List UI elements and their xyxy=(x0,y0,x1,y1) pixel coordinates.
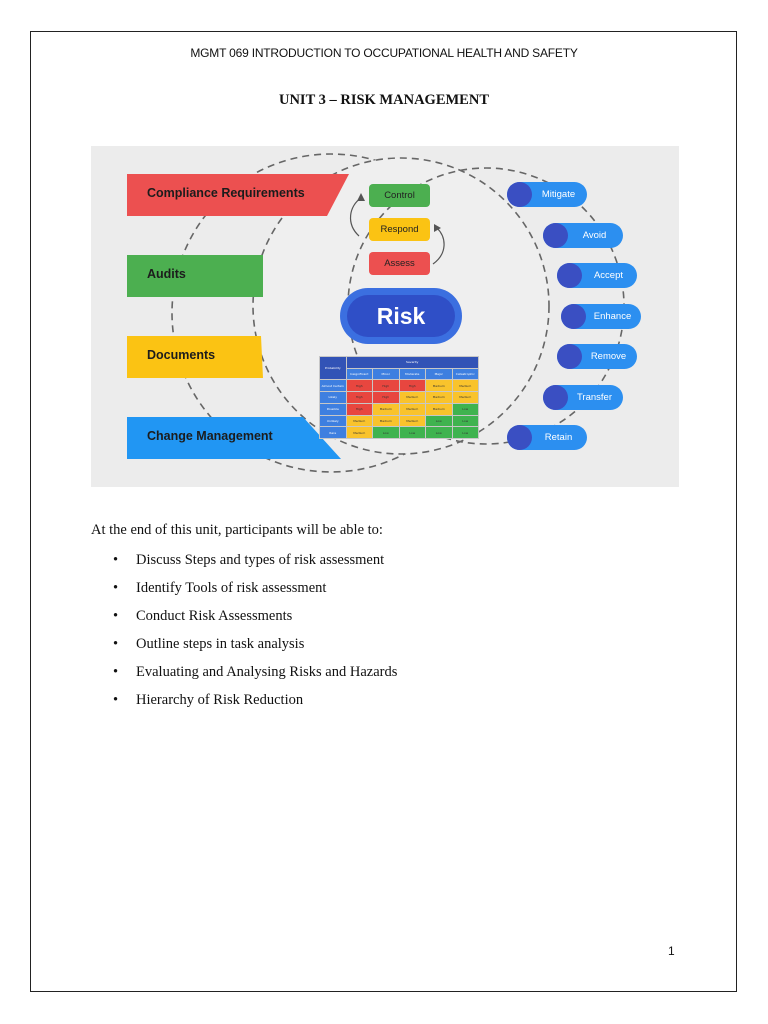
strategy-label: Transfer xyxy=(576,392,613,403)
matrix-cell: Medium xyxy=(399,415,426,427)
bullet: • xyxy=(113,692,119,708)
matrix-row-header: Possible xyxy=(320,403,347,415)
list-item xyxy=(91,550,397,578)
risk-management-figure xyxy=(91,146,679,487)
objective-text: Discuss Steps and types of risk assessment xyxy=(136,552,385,568)
matrix-cell: Low xyxy=(373,427,400,439)
objectives-intro: At the end of this unit, participants will be able to: xyxy=(91,522,383,538)
strategy-dot xyxy=(557,263,582,288)
strategy-accept xyxy=(557,263,637,288)
matrix-cell: Medium xyxy=(426,403,453,415)
matrix-cell: High xyxy=(346,380,373,392)
matrix-cell: Medium xyxy=(399,403,426,415)
strategy-enhance xyxy=(561,304,641,329)
list-item xyxy=(91,578,397,606)
strategy-label: Enhance xyxy=(593,311,632,322)
matrix-cell: Medium xyxy=(399,392,426,404)
label-audits: Audits xyxy=(147,267,186,281)
risk-badge xyxy=(340,288,462,344)
matrix-cell: Medium xyxy=(373,403,400,415)
matrix-row-header: Rare xyxy=(320,427,347,439)
matrix-cell: Low xyxy=(399,427,426,439)
strategy-dot xyxy=(543,385,568,410)
course-header: MGMT 069 INTRODUCTION TO OCCUPATIONAL HEALTH AND SAFETY xyxy=(190,46,578,60)
strategy-dot xyxy=(557,344,582,369)
matrix-col-header: Major xyxy=(426,368,453,380)
list-item xyxy=(91,606,397,634)
matrix-cell: Medium xyxy=(346,427,373,439)
bullet: • xyxy=(113,552,119,568)
label-change-management: Change Management xyxy=(147,429,273,443)
cycle-control-box: Control xyxy=(369,184,430,207)
label-compliance-requirements: Compliance Requirements xyxy=(147,186,305,200)
bullet: • xyxy=(113,580,119,596)
strategy-label: Mitigate xyxy=(541,189,576,200)
list-item xyxy=(91,690,397,718)
objective-text: Hierarchy of Risk Reduction xyxy=(136,692,304,708)
matrix-cell: Medium xyxy=(426,380,453,392)
strategy-retain xyxy=(507,425,587,450)
matrix-row-header: Unlikely xyxy=(320,415,347,427)
matrix-col-header: Catastrophic xyxy=(452,368,479,380)
objectives-list xyxy=(91,550,397,718)
matrix-cell: High xyxy=(346,403,373,415)
matrix-corner: Probability xyxy=(320,357,347,380)
strategy-label: Avoid xyxy=(582,230,607,241)
matrix-cell: Medium xyxy=(452,392,479,404)
risk-matrix xyxy=(319,356,479,439)
matrix-row-header: Likely xyxy=(320,392,347,404)
strategy-dot xyxy=(507,425,532,450)
strategy-label: Accept xyxy=(593,270,624,281)
matrix-col-header: Moderate xyxy=(399,368,426,380)
strategy-transfer xyxy=(543,385,623,410)
page-number: 1 xyxy=(668,944,675,958)
matrix-cell: Low xyxy=(426,427,453,439)
matrix-cell: High xyxy=(373,380,400,392)
matrix-cell: High xyxy=(346,392,373,404)
matrix-row-header: Almost Certain xyxy=(320,380,347,392)
strategy-dot xyxy=(507,182,532,207)
matrix-cell: Low xyxy=(452,415,479,427)
strategy-mitigate xyxy=(507,182,587,207)
objective-text: Outline steps in task analysis xyxy=(136,636,305,652)
matrix-cell: Medium xyxy=(373,415,400,427)
matrix-cell: Medium xyxy=(452,380,479,392)
unit-title: UNIT 3 – RISK MANAGEMENT xyxy=(278,92,489,108)
cycle-respond-box: Respond xyxy=(369,218,430,241)
matrix-cell: Medium xyxy=(346,415,373,427)
cycle-assess-box: Assess xyxy=(369,252,430,275)
matrix-col-header: Minor xyxy=(373,368,400,380)
list-item xyxy=(91,662,397,690)
strategy-remove xyxy=(557,344,637,369)
matrix-cell: High xyxy=(373,392,400,404)
bullet: • xyxy=(113,664,119,680)
strategy-avoid xyxy=(543,223,623,248)
matrix-cell: Medium xyxy=(426,392,453,404)
matrix-cell: High xyxy=(399,380,426,392)
strategy-dot xyxy=(561,304,586,329)
matrix-col-header: Insignificant xyxy=(346,368,373,380)
matrix-cell: Low xyxy=(452,427,479,439)
bullet: • xyxy=(113,608,119,624)
list-item xyxy=(91,634,397,662)
matrix-cell: Low xyxy=(452,403,479,415)
objective-text: Evaluating and Analysing Risks and Hazards xyxy=(136,664,398,680)
risk-label: Risk xyxy=(347,295,455,337)
objective-text: Conduct Risk Assessments xyxy=(136,608,293,624)
strategy-dot xyxy=(543,223,568,248)
bullet: • xyxy=(113,636,119,652)
strategy-label: Remove xyxy=(590,351,627,362)
objective-text: Identify Tools of risk assessment xyxy=(136,580,327,596)
matrix-cell: Low xyxy=(426,415,453,427)
label-documents: Documents xyxy=(147,348,216,362)
strategy-label: Retain xyxy=(544,432,573,443)
matrix-top-header: Severity xyxy=(346,357,479,369)
